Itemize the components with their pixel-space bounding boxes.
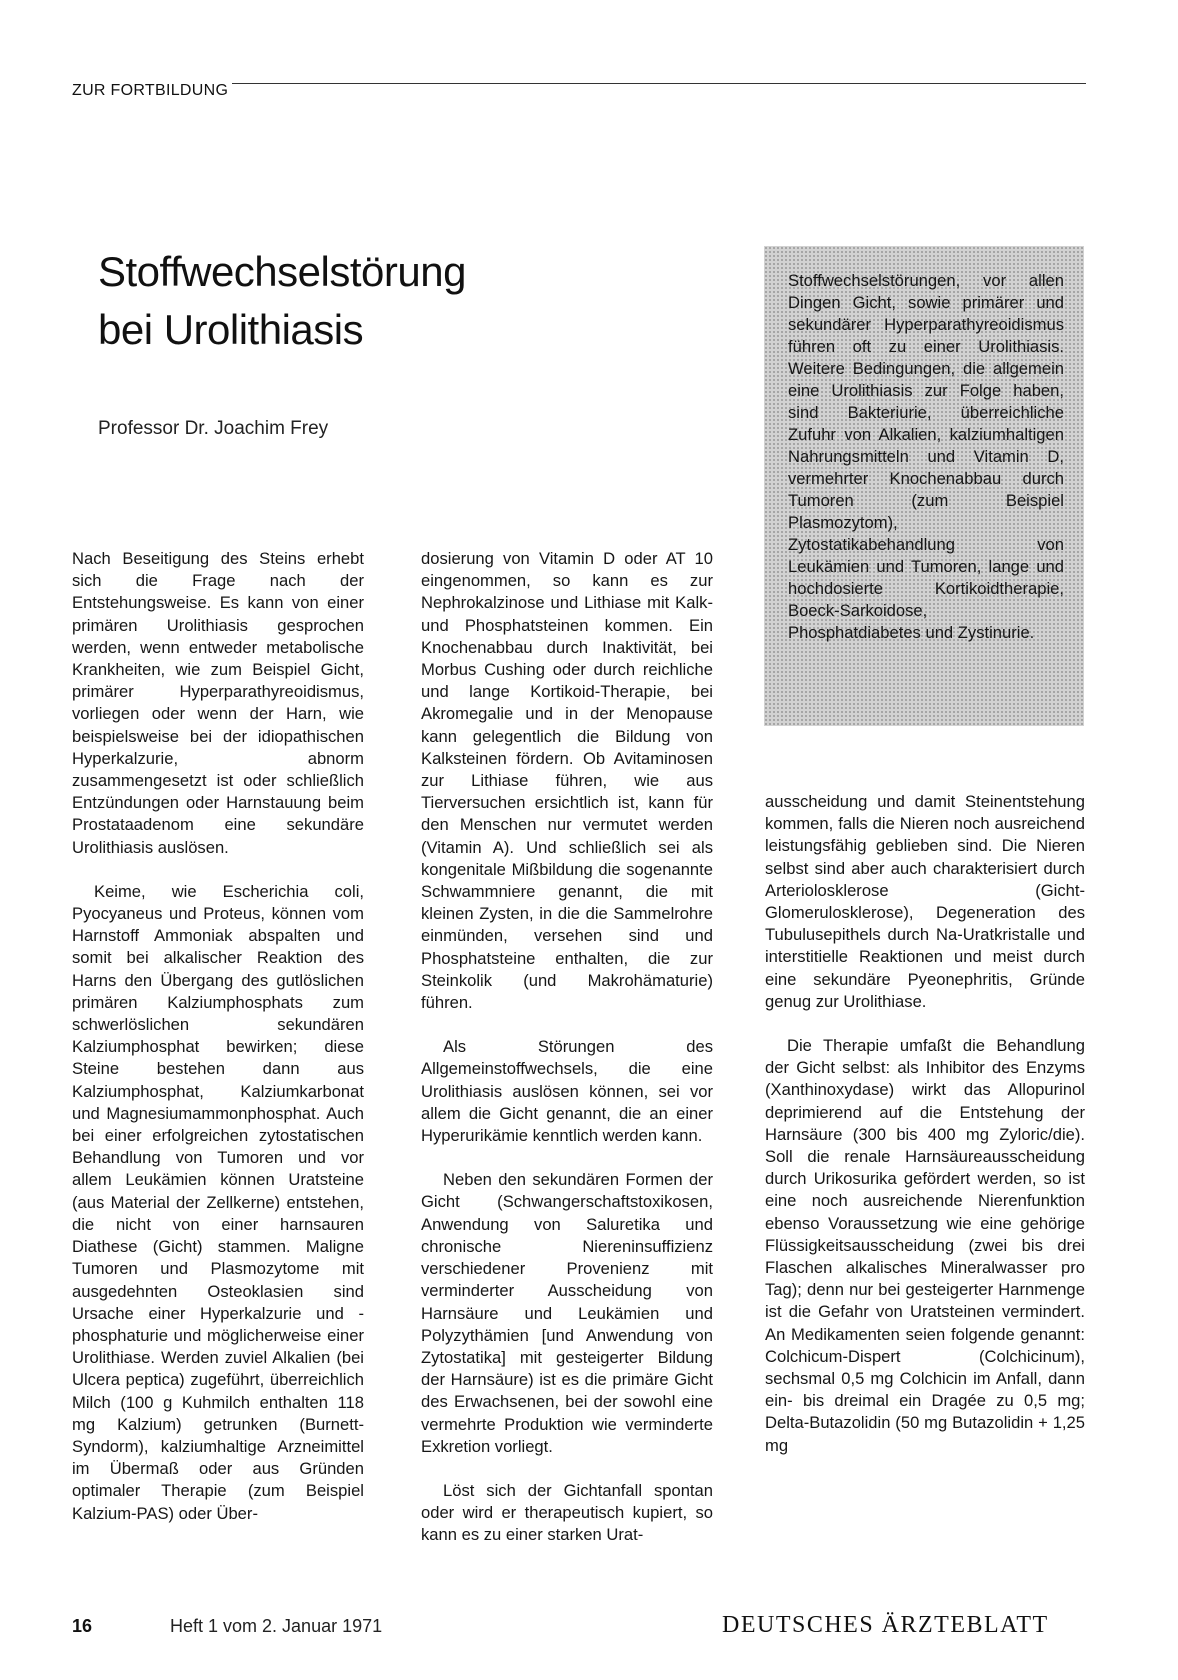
title-line-1: Stoffwechselstörung bbox=[98, 248, 466, 295]
paragraph: ausscheidung und damit Steinentstehung kommen, falls die Nieren noch ausreichend leistungsfähig geblieben sind. Die Nieren selbst sind aber auch charakterisiert durch Arteriolosklerose (Gicht-Glomerulosklerose), Degeneration des Tubulusepithels durch Na-Uratkristalle und interstitielle Reaktionen und meist durch eine sekundäre Pyeonephritis, Gründe genug zur Urolithiase. bbox=[765, 792, 1085, 1011]
section-label: ZUR FORTBILDUNG bbox=[72, 82, 232, 100]
journal-name: DEUTSCHES ÄRZTEBLATT bbox=[722, 1612, 1049, 1638]
abstract-box bbox=[764, 246, 1084, 726]
title-line-2: bei Urolithiasis bbox=[98, 306, 364, 353]
text-column-1 bbox=[72, 548, 364, 1547]
page-number: 16 bbox=[72, 1616, 93, 1636]
abstract-text: Stoffwechselstörungen, vor allen Dingen Gicht, sowie primärer und sekundärer Hyperparathyreoidismus führen oft zu einer Urolithiasis. Weitere Bedingungen, die allgemein eine Urolithiasis zur Folge haben, sind Bakteriurie, überreichliche Zufuhr von Alkalien, kalziumhaltigen Nahrungsmitteln und Vitamin D, vermehrter Knochenabbau durch Tumoren (zum Beispiel Plasmozytom), Zytostatikabehandlung von Leukämien und Tumoren, lange und hochdosierte Kortikoidtherapie, Boeck-Sarkoidose, Phosphatdiabetes und Zystinurie. bbox=[788, 271, 1064, 642]
text-column-2 bbox=[421, 548, 713, 1569]
paragraph: dosierung von Vitamin D oder AT 10 eingenommen, so kann es zur Nephrokalzinose und Lithiase mit Kalk- und Phosphatsteinen kommen. Ein Knochenabbau durch Inaktivität, bei Morbus Cushing oder durch reichliche und lange Kortikoid-Therapie, bei Akromegalie und in der Menopause kann gelegentlich die Bildung von Kalksteinen fördern. Ob Avitaminosen zur Lithiase führen, wie aus Tierversuchen ersichtlich ist, kann für den Menschen nur vermutet werden (Vitamin A). Und schließlich sei als kongenitale Mißbildung die sogenannte Schwammniere genannt, die mit kleinen Zysten, in die die Sammelrohre einmünden, versehen sind und Phosphatsteine enthalten, die zur Steinkolik (und Makrohämaturie) führen. bbox=[421, 549, 713, 1013]
article-title bbox=[98, 243, 658, 359]
paragraph: Die Therapie umfaßt die Behandlung der Gicht selbst: als Inhibitor des Enzyms (Xanthinoxydase) wirkt das Allopurinol deprimierend auf die Entstehung der Harnsäure (300 bis 400 mg Zyloric/die). Soll die renale Harnsäureausscheidung durch Urikosurika gefördert werden, so ist eine noch ausreichende Nierenfunktion ebenso Voraussetzung wie eine gehörige Flüssigkeitsausscheidung (zwei bis drei Flaschen alkalisches Mineralwasser pro Tag); denn nur bei gesteigerter Harnmenge ist die Gefahr von Uratsteinen vermindert. An Medikamenten seien folgende genannt: Colchicum-Dispert (Colchicinum), sechsmal 0,5 mg Colchicin im Anfall, dann ein- bis dreimal ein Dragée zu 0,5 mg; Delta-Butazolidin (50 mg Butazolidin + 1,25 mg bbox=[765, 1036, 1085, 1455]
author-byline: Professor Dr. Joachim Frey bbox=[98, 418, 329, 439]
paragraph: Neben den sekundären Formen der Gicht (Schwangerschaftstoxikosen, Anwendung von Saluretika und chronische Niereninsuffizienz verschiedener Provenienz mit verminderter Ausscheidung von Harnsäure und Leukämien und Polyzythämien [und Anwendung von Zytostatika] mit gesteigerter Bildung der Harnsäure) ist es die primäre Gicht des Erwachsenen, bei der sowohl eine vermehrte Produktion wie verminderte Exkretion vorliegt. bbox=[421, 1170, 713, 1456]
text-column-3 bbox=[765, 791, 1085, 1479]
paragraph: Löst sich der Gichtanfall spontan oder wird er therapeutisch kupiert, so kann es zu einer starken Urat- bbox=[421, 1480, 713, 1545]
paragraph: Nach Beseitigung des Steins erhebt sich die Frage nach der Entstehungsweise. Es kann von einer primären Urolithiasis gesprochen werden, wenn entweder metabolische Krankheiten, wie zum Beispiel Gicht, primärer Hyperparathyreoidismus, vorliegen oder wenn der Harn, wie beispielsweise bei der idiopathischen Hyperkalzurie, abnorm zusammengesetzt ist oder schließlich Entzündungen oder Harnstauung beim Prostataadenom eine sekundäre Urolithiasis auslösen. bbox=[72, 549, 364, 857]
paragraph: Als Störungen des Allgemeinstoffwechsels, die eine Urolithiasis auslösen können, sei vor allem die Gicht genannt, die an einer Hyperurikämie kenntlich werden kann. bbox=[421, 1037, 713, 1146]
paragraph: Keime, wie Escherichia coli, Pyocyaneus und Proteus, können vom Harnstoff Ammoniak abspalten und somit bei alkalischer Reaktion des Harns den Übergang des gutlöslichen primären Kalziumphosphats zum schwerlöslichen sekundären Kalziumphosphat bewirken; diese Steine bestehen dann aus Kalziumphosphat, Kalziumkarbonat und Magnesiumammonphosphat. Auch bei einer erfolgreichen zytostatischen Behandlung von Tumoren und vor allem Leukämien können Uratsteine (aus Material der Zellkerne) entstehen, die nicht von einer harnsauren Diathese (Gicht) stammen. Maligne Tumoren und Plasmozytome mit ausgedehnten Osteoklasien sind Ursache einer Hyperkalzurie und -phosphaturie und möglicherweise einer Urolithiase. Werden zuviel Alkalien (bei Ulcera peptica) zugeführt, überreichlich Milch (100 g Kuhmilch enthalten 118 mg Kalzium) getrunken (Burnett-Syndorm), kalziumhaltige Arzneimittel im Übermaß oder aus Gründen optimaler Therapie (zum Beispiel Kalzium-PAS) oder Über- bbox=[72, 881, 364, 1523]
issue-info: Heft 1 vom 2. Januar 1971 bbox=[170, 1616, 383, 1636]
